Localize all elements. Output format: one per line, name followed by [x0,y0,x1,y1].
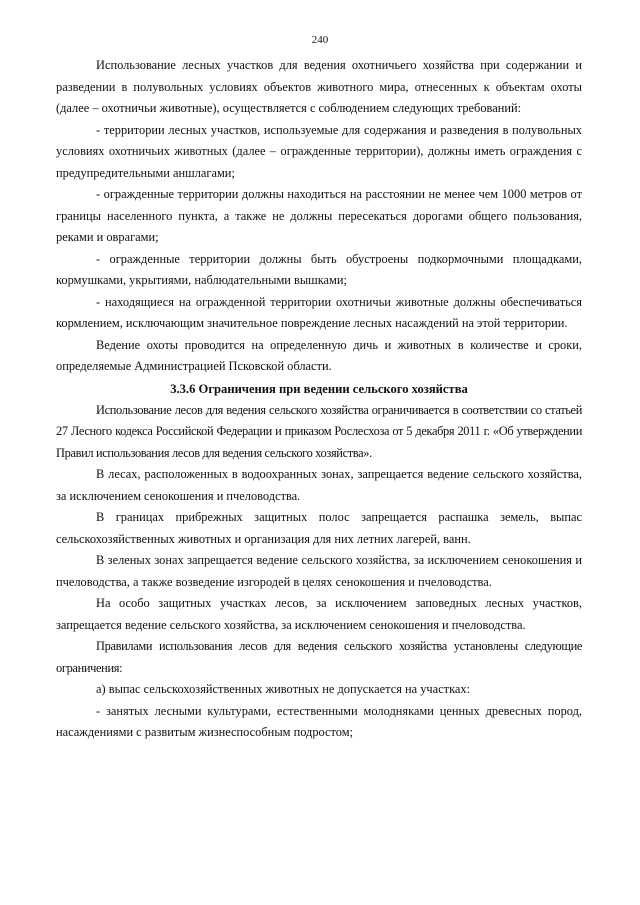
paragraph-protective-plots: На особо защитных участках лесов, за исключением заповедных лесных участков, запрещается ведение сельского хозяйства, за исключением сенокошения и пчеловодства. [56,596,582,632]
paragraph-agriculture-intro: Использование лесов для ведения сельского хозяйства ограничивается в соответствии со статьей 27 Лесного кодекса Российской Федерации и приказом Рослесхоза от 5 декабря 2011 г. «Об утверждении Правил использования лесов для ведения сельского хозяйства». [56,402,582,460]
paragraph-grazing-plots: - занятых лесными культурами, естественными молодняками ценных древесных пород, насаждениями с развитым жизнеспособным подростом; [56,703,582,739]
paragraph-feeding-requirement: - находящиеся на огражденной территории охотничьи животные должны обеспечиваться кормлением, исключающим значительное повреждение лесных насаждений на этой территории. [56,294,582,330]
paragraph-water-protection-zones: В лесах, расположенных в водоохранных зонах, запрещается ведение сельского хозяйства, за исключением сенокошения и пчеловодства. [56,467,582,503]
paragraph-fenced-territories: - территории лесных участков, используемые для содержания и разведения в полувольных условиях охотничьих животных (далее – огражденные территории), должны иметь ограждения с предупредительными аншлагами; [56,122,582,180]
paragraph-distance-requirement: - огражденные территории должны находиться на расстоянии не менее чем 1000 метров от границы населенного пункта, а также не должны пересекаться дорогами общего пользования, реками и оврагами; [56,187,582,244]
paragraph-hunting-intro: Использование лесных участков для ведения охотничьего хозяйства при содержании и разведении в полувольных условиях объектов животного мира, отнесенных к объектам охоты (далее – охотничьи животные), осуществляется с соблюдением следующих требований: [56,58,582,115]
paragraph-grazing-list-intro: а) выпас сельскохозяйственных животных не допускается на участках: [96,682,471,696]
paragraph-green-zones: В зеленых зонах запрещается ведение сельского хозяйства, за исключением сенокошения и пчеловодства, а также возведение изгородей в целях сенокошения и пчеловодства. [56,553,582,589]
paragraph-coastal-strips: В границах прибрежных защитных полос запрещается распашка земель, выпас сельскохозяйственных животных и организация для них летних лагерей, ванн. [56,510,582,546]
paragraph-hunting-terms: Ведение охоты проводится на определенную дичь и животных в количестве и сроки, определяемые Администрацией Псковской области. [56,337,582,373]
page-number: 240 [311,34,329,46]
section-heading: 3.3.6 Ограничения при ведении сельского хозяйства [170,381,468,396]
paragraph-equipment-requirement: - огражденные территории должны быть обустроены подкормочными площадками, кормушками, укрытиями, наблюдательными вышками; [56,251,582,287]
paragraph-rules-restrictions: Правилами использования лесов для ведения сельского хозяйства установлены следующие ограничения: [56,639,582,675]
document-body [56,55,582,744]
